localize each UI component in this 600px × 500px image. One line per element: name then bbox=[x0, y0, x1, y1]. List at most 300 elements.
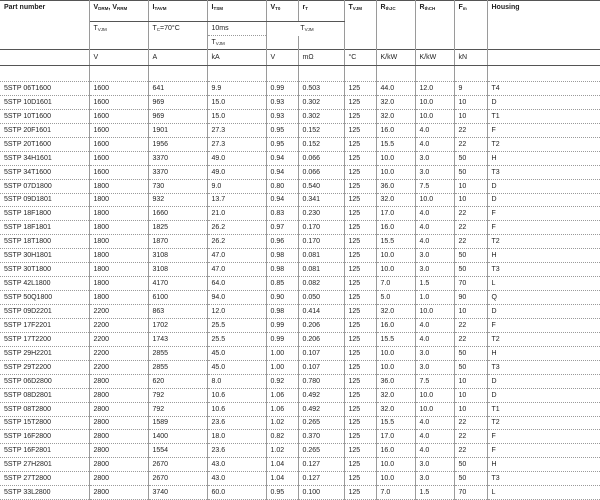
cell-rt: 0.100 bbox=[298, 486, 344, 500]
cell-vdrm-vrrm: 2800 bbox=[89, 374, 148, 388]
cell-fm: 9 bbox=[454, 82, 487, 96]
cell-rthjc: 10.0 bbox=[376, 458, 415, 472]
table-row bbox=[0, 402, 600, 416]
unit-rthch: K/kW bbox=[415, 50, 454, 66]
table-row bbox=[0, 221, 600, 235]
cell-rt: 0.050 bbox=[298, 291, 344, 305]
cell-rthjc: 16.0 bbox=[376, 123, 415, 137]
cell-rt: 0.265 bbox=[298, 416, 344, 430]
cell-housing: F bbox=[487, 430, 600, 444]
cell-rthjc: 32.0 bbox=[376, 305, 415, 319]
table-row bbox=[0, 444, 600, 458]
cell-fm: 22 bbox=[454, 123, 487, 137]
cell-tvjm: 125 bbox=[344, 207, 376, 221]
cell-vt0: 0.85 bbox=[266, 277, 298, 291]
cell-itavm: 792 bbox=[148, 402, 207, 416]
cell-vdrm-vrrm: 1800 bbox=[89, 263, 148, 277]
cell-vdrm-vrrm: 2800 bbox=[89, 458, 148, 472]
cell-fm: 22 bbox=[454, 318, 487, 332]
cell-rt: 0.206 bbox=[298, 332, 344, 346]
cell-itsm: 25.5 bbox=[207, 332, 266, 346]
cell-itsm: 94.0 bbox=[207, 291, 266, 305]
cell-tvjm: 125 bbox=[344, 235, 376, 249]
cell-vt0: 0.95 bbox=[266, 137, 298, 151]
cell-tvjm: 125 bbox=[344, 402, 376, 416]
cell-itsm: 64.0 bbox=[207, 277, 266, 291]
cell-tvjm: 125 bbox=[344, 193, 376, 207]
cell-rthjc: 7.0 bbox=[376, 486, 415, 500]
cell-fm: 50 bbox=[454, 472, 487, 486]
cell-vt0: 0.98 bbox=[266, 249, 298, 263]
cell-itavm: 3108 bbox=[148, 263, 207, 277]
header-rthjc: $R_{thJC}$ bbox=[376, 1, 415, 22]
cell-vdrm-vrrm: 2200 bbox=[89, 332, 148, 346]
cell-rt: 0.492 bbox=[298, 388, 344, 402]
cell-housing: F bbox=[487, 221, 600, 235]
table-row bbox=[0, 123, 600, 137]
cell-rt: 0.107 bbox=[298, 360, 344, 374]
cell-rthch: 7.5 bbox=[415, 179, 454, 193]
cell-tvjm: 125 bbox=[344, 416, 376, 430]
cell-rthjc: 15.5 bbox=[376, 235, 415, 249]
cell-vt0: 0.90 bbox=[266, 291, 298, 305]
cell-rt: 0.206 bbox=[298, 318, 344, 332]
cell-rthch: 3.0 bbox=[415, 249, 454, 263]
cell-rthch: 4.0 bbox=[415, 332, 454, 346]
cell-rthjc: 32.0 bbox=[376, 193, 415, 207]
cell-vt0: 0.94 bbox=[266, 165, 298, 179]
cell-rthjc: 44.0 bbox=[376, 82, 415, 96]
cell-vt0: 0.97 bbox=[266, 221, 298, 235]
cell-itsm: 47.0 bbox=[207, 263, 266, 277]
cell-part-number: 5STP 18T1800 bbox=[0, 235, 89, 249]
cell-vdrm-vrrm: 1600 bbox=[89, 165, 148, 179]
cell-itsm: 45.0 bbox=[207, 360, 266, 374]
cell-rt: 0.540 bbox=[298, 179, 344, 193]
cell-vdrm-vrrm: 1800 bbox=[89, 235, 148, 249]
header-row bbox=[0, 1, 600, 22]
cell-fm: 50 bbox=[454, 165, 487, 179]
table-row bbox=[0, 95, 600, 109]
cell-vt0: 1.06 bbox=[266, 388, 298, 402]
cell-vdrm-vrrm: 2200 bbox=[89, 305, 148, 319]
cell-itavm: 6100 bbox=[148, 291, 207, 305]
cell-housing: T1 bbox=[487, 402, 600, 416]
cell-vdrm-vrrm: 1800 bbox=[89, 179, 148, 193]
cell-vdrm-vrrm: 2800 bbox=[89, 430, 148, 444]
cell-rthjc: 16.0 bbox=[376, 221, 415, 235]
unit-fm: kN bbox=[454, 50, 487, 66]
cell-rthjc: 10.0 bbox=[376, 472, 415, 486]
cell-vt0: 0.99 bbox=[266, 332, 298, 346]
cell-fm: 22 bbox=[454, 137, 487, 151]
cell-itavm: 1554 bbox=[148, 444, 207, 458]
cell-rt: 0.081 bbox=[298, 249, 344, 263]
cell-housing: T2 bbox=[487, 416, 600, 430]
cell-part-number: 5STP 08T2800 bbox=[0, 402, 89, 416]
cell-rt: 0.230 bbox=[298, 207, 344, 221]
cell-vdrm-vrrm: 1800 bbox=[89, 221, 148, 235]
cell-rthch: 4.0 bbox=[415, 235, 454, 249]
cell-rthjc: 10.0 bbox=[376, 263, 415, 277]
cell-fm: 70 bbox=[454, 486, 487, 500]
cell-tvjm: 125 bbox=[344, 374, 376, 388]
cell-rt: 0.127 bbox=[298, 472, 344, 486]
cell-housing: H bbox=[487, 249, 600, 263]
cell-itsm: 13.7 bbox=[207, 193, 266, 207]
cell-tvjm: 125 bbox=[344, 486, 376, 500]
cell-itsm: 8.0 bbox=[207, 374, 266, 388]
cell-itavm: 730 bbox=[148, 179, 207, 193]
cell-vdrm-vrrm: 1600 bbox=[89, 151, 148, 165]
cell-vt0: 1.00 bbox=[266, 360, 298, 374]
cell-itsm: 43.0 bbox=[207, 458, 266, 472]
table-row bbox=[0, 486, 600, 500]
cell-itavm: 969 bbox=[148, 109, 207, 123]
cell-rthch: 10.0 bbox=[415, 109, 454, 123]
cell-itavm: 2855 bbox=[148, 360, 207, 374]
cell-vt0: 1.04 bbox=[266, 458, 298, 472]
cell-rthjc: 10.0 bbox=[376, 360, 415, 374]
cell-itavm: 792 bbox=[148, 388, 207, 402]
cell-itsm: 10.6 bbox=[207, 388, 266, 402]
cell-tvjm: 125 bbox=[344, 95, 376, 109]
cell-rt: 0.492 bbox=[298, 402, 344, 416]
cell-itsm: 26.2 bbox=[207, 221, 266, 235]
cell-rthch: 10.0 bbox=[415, 388, 454, 402]
cell-housing: D bbox=[487, 179, 600, 193]
cell-housing: F bbox=[487, 318, 600, 332]
cell-housing: T1 bbox=[487, 109, 600, 123]
cell-rthch: 10.0 bbox=[415, 95, 454, 109]
cell-housing: T2 bbox=[487, 137, 600, 151]
cell-vt0: 0.82 bbox=[266, 430, 298, 444]
cell-housing: T4 bbox=[487, 82, 600, 96]
cell-vdrm-vrrm: 1800 bbox=[89, 207, 148, 221]
header-tvjm: $T_{VJM}$ bbox=[344, 1, 376, 22]
cell-vt0: 0.94 bbox=[266, 151, 298, 165]
cell-itsm: 45.0 bbox=[207, 346, 266, 360]
table-row bbox=[0, 305, 600, 319]
cell-itsm: 25.5 bbox=[207, 318, 266, 332]
cell-housing: D bbox=[487, 193, 600, 207]
cell-rt: 0.152 bbox=[298, 137, 344, 151]
cell-vt0: 1.06 bbox=[266, 402, 298, 416]
cell-rt: 0.170 bbox=[298, 221, 344, 235]
cell-itavm: 641 bbox=[148, 82, 207, 96]
cell-vt0: 0.96 bbox=[266, 235, 298, 249]
cell-tvjm: 125 bbox=[344, 388, 376, 402]
cell-rthch: 10.0 bbox=[415, 193, 454, 207]
cell-itavm: 2855 bbox=[148, 346, 207, 360]
cell-rthjc: 36.0 bbox=[376, 179, 415, 193]
table-row bbox=[0, 109, 600, 123]
table-body bbox=[0, 82, 600, 500]
cell-fm: 50 bbox=[454, 458, 487, 472]
cell-fm: 22 bbox=[454, 235, 487, 249]
cell-itsm: 18.0 bbox=[207, 430, 266, 444]
cell-rt: 0.170 bbox=[298, 235, 344, 249]
cell-itavm: 3108 bbox=[148, 249, 207, 263]
cell-housing: T3 bbox=[487, 472, 600, 486]
cell-vt0: 0.99 bbox=[266, 82, 298, 96]
cell-rthjc: 32.0 bbox=[376, 388, 415, 402]
cell-part-number: 5STP 29H2201 bbox=[0, 346, 89, 360]
cell-housing: L bbox=[487, 486, 600, 500]
cell-tvjm: 125 bbox=[344, 277, 376, 291]
cell-rthjc: 10.0 bbox=[376, 151, 415, 165]
cell-itsm: 26.2 bbox=[207, 235, 266, 249]
cell-part-number: 5STP 09D1801 bbox=[0, 193, 89, 207]
cell-rt: 0.081 bbox=[298, 263, 344, 277]
cell-rthjc: 10.0 bbox=[376, 249, 415, 263]
cell-rthjc: 16.0 bbox=[376, 318, 415, 332]
cell-fm: 22 bbox=[454, 207, 487, 221]
cell-rthjc: 17.0 bbox=[376, 207, 415, 221]
cell-tvjm: 125 bbox=[344, 360, 376, 374]
cell-itavm: 1400 bbox=[148, 430, 207, 444]
cell-vt0: 1.02 bbox=[266, 444, 298, 458]
cell-fm: 10 bbox=[454, 305, 487, 319]
table-row bbox=[0, 82, 600, 96]
cell-itavm: 4170 bbox=[148, 277, 207, 291]
table-row bbox=[0, 137, 600, 151]
cell-fm: 22 bbox=[454, 221, 487, 235]
header-itavm: $I_{TAVM}$ bbox=[148, 1, 207, 22]
cell-fm: 22 bbox=[454, 332, 487, 346]
cell-tvjm: 125 bbox=[344, 346, 376, 360]
table-row bbox=[0, 235, 600, 249]
table-row bbox=[0, 291, 600, 305]
cell-fm: 50 bbox=[454, 360, 487, 374]
cell-housing: H bbox=[487, 346, 600, 360]
cell-rthjc: 15.5 bbox=[376, 416, 415, 430]
cell-itavm: 3740 bbox=[148, 486, 207, 500]
cell-part-number: 5STP 34T1600 bbox=[0, 165, 89, 179]
cell-vdrm-vrrm: 2800 bbox=[89, 472, 148, 486]
unit-itavm: A bbox=[148, 50, 207, 66]
cell-itsm: 9.0 bbox=[207, 179, 266, 193]
cell-rt: 0.127 bbox=[298, 458, 344, 472]
cell-part-number: 5STP 07D1800 bbox=[0, 179, 89, 193]
cell-vt0: 0.83 bbox=[266, 207, 298, 221]
cell-vdrm-vrrm: 1800 bbox=[89, 291, 148, 305]
cell-itsm: 15.0 bbox=[207, 95, 266, 109]
cell-fm: 10 bbox=[454, 374, 487, 388]
cell-rt: 0.066 bbox=[298, 165, 344, 179]
cell-housing: D bbox=[487, 95, 600, 109]
cell-housing: F bbox=[487, 207, 600, 221]
cell-vdrm-vrrm: 1600 bbox=[89, 137, 148, 151]
table-row bbox=[0, 430, 600, 444]
cell-itavm: 969 bbox=[148, 95, 207, 109]
cond-vdrm-tvjm: $T_{VJM}$ bbox=[89, 22, 148, 36]
cell-rt: 0.503 bbox=[298, 82, 344, 96]
cell-rthjc: 15.5 bbox=[376, 332, 415, 346]
table-row bbox=[0, 360, 600, 374]
cell-vdrm-vrrm: 2800 bbox=[89, 416, 148, 430]
cell-housing: H bbox=[487, 458, 600, 472]
cell-part-number: 5STP 10D1601 bbox=[0, 95, 89, 109]
unit-tvjm: °C bbox=[344, 50, 376, 66]
cell-housing: T3 bbox=[487, 263, 600, 277]
cell-part-number: 5STP 30T1800 bbox=[0, 263, 89, 277]
cell-part-number: 5STP 18F1800 bbox=[0, 207, 89, 221]
cell-rthjc: 32.0 bbox=[376, 95, 415, 109]
cell-rt: 0.265 bbox=[298, 444, 344, 458]
cell-vt0: 1.02 bbox=[266, 416, 298, 430]
cell-tvjm: 125 bbox=[344, 249, 376, 263]
cell-fm: 10 bbox=[454, 95, 487, 109]
cell-fm: 90 bbox=[454, 291, 487, 305]
cell-itavm: 1956 bbox=[148, 137, 207, 151]
cell-vt0: 0.95 bbox=[266, 123, 298, 137]
header-rt: $r_T$ bbox=[298, 1, 344, 22]
cell-vt0: 0.95 bbox=[266, 486, 298, 500]
cell-itavm: 1743 bbox=[148, 332, 207, 346]
cell-tvjm: 125 bbox=[344, 458, 376, 472]
cell-rthch: 4.0 bbox=[415, 137, 454, 151]
header-housing: Housing bbox=[487, 1, 600, 22]
cell-rt: 0.302 bbox=[298, 95, 344, 109]
cell-rt: 0.082 bbox=[298, 277, 344, 291]
cell-itsm: 27.3 bbox=[207, 123, 266, 137]
cell-vdrm-vrrm: 2800 bbox=[89, 402, 148, 416]
cell-rthjc: 32.0 bbox=[376, 402, 415, 416]
cell-housing: F bbox=[487, 444, 600, 458]
cell-vt0: 0.93 bbox=[266, 95, 298, 109]
cell-itsm: 12.0 bbox=[207, 305, 266, 319]
table-row bbox=[0, 346, 600, 360]
cell-vt0: 0.99 bbox=[266, 318, 298, 332]
cell-housing: D bbox=[487, 388, 600, 402]
table-row bbox=[0, 277, 600, 291]
cell-tvjm: 125 bbox=[344, 165, 376, 179]
cell-vdrm-vrrm: 2800 bbox=[89, 444, 148, 458]
cell-fm: 10 bbox=[454, 193, 487, 207]
cell-rt: 0.341 bbox=[298, 193, 344, 207]
cell-fm: 10 bbox=[454, 179, 487, 193]
cell-itsm: 49.0 bbox=[207, 165, 266, 179]
cell-fm: 22 bbox=[454, 430, 487, 444]
cell-part-number: 5STP 20F1601 bbox=[0, 123, 89, 137]
table-row bbox=[0, 458, 600, 472]
unit-rt: mΩ bbox=[298, 50, 344, 66]
cell-tvjm: 125 bbox=[344, 109, 376, 123]
cell-tvjm: 125 bbox=[344, 123, 376, 137]
cell-rthch: 3.0 bbox=[415, 472, 454, 486]
cell-fm: 50 bbox=[454, 346, 487, 360]
cell-housing: T3 bbox=[487, 360, 600, 374]
cell-tvjm: 125 bbox=[344, 291, 376, 305]
table-row bbox=[0, 207, 600, 221]
cell-rthch: 7.5 bbox=[415, 374, 454, 388]
cell-vdrm-vrrm: 2800 bbox=[89, 486, 148, 500]
cell-tvjm: 125 bbox=[344, 305, 376, 319]
header-itsm: $I_{TSM}$ bbox=[207, 1, 266, 22]
cell-rthch: 4.0 bbox=[415, 430, 454, 444]
cell-part-number: 5STP 50Q1800 bbox=[0, 291, 89, 305]
cell-rthch: 3.0 bbox=[415, 165, 454, 179]
cell-rthjc: 17.0 bbox=[376, 430, 415, 444]
header-rthch: $R_{thCH}$ bbox=[415, 1, 454, 22]
cell-tvjm: 125 bbox=[344, 472, 376, 486]
cell-rt: 0.370 bbox=[298, 430, 344, 444]
cond-itsm-10ms: 10ms bbox=[207, 22, 266, 36]
cell-vt0: 0.93 bbox=[266, 109, 298, 123]
cell-itavm: 1660 bbox=[148, 207, 207, 221]
table-row bbox=[0, 165, 600, 179]
cell-itavm: 3370 bbox=[148, 151, 207, 165]
cell-part-number: 5STP 30H1801 bbox=[0, 249, 89, 263]
cell-part-number: 5STP 10T1600 bbox=[0, 109, 89, 123]
spacer-row bbox=[0, 66, 600, 82]
cell-rthjc: 15.5 bbox=[376, 137, 415, 151]
table-row bbox=[0, 416, 600, 430]
header-vt0: $V_{T0}$ bbox=[266, 1, 298, 22]
cell-itsm: 49.0 bbox=[207, 151, 266, 165]
cell-itavm: 1901 bbox=[148, 123, 207, 137]
cell-rt: 0.107 bbox=[298, 346, 344, 360]
header-vdrm-vrrm: $V_{DRM}$, $V_{RRM}$ bbox=[89, 1, 148, 22]
unit-vdrm: V bbox=[89, 50, 148, 66]
cell-rthch: 3.0 bbox=[415, 458, 454, 472]
cell-itavm: 1589 bbox=[148, 416, 207, 430]
cell-rthch: 3.0 bbox=[415, 360, 454, 374]
header-fm: $F_m$ bbox=[454, 1, 487, 22]
cell-part-number: 5STP 09D2201 bbox=[0, 305, 89, 319]
cell-tvjm: 125 bbox=[344, 137, 376, 151]
cell-itsm: 47.0 bbox=[207, 249, 266, 263]
cell-rthjc: 7.0 bbox=[376, 277, 415, 291]
cond-vt0-rt-tvjm: $T_{VJM}$ bbox=[266, 22, 344, 36]
cell-fm: 50 bbox=[454, 151, 487, 165]
cell-vdrm-vrrm: 2200 bbox=[89, 318, 148, 332]
cell-part-number: 5STP 34H1601 bbox=[0, 151, 89, 165]
table-row bbox=[0, 388, 600, 402]
cell-part-number: 5STP 06D2800 bbox=[0, 374, 89, 388]
cond-itsm-tvjm: $T_{VJM}$ bbox=[207, 36, 266, 50]
cell-vt0: 0.92 bbox=[266, 374, 298, 388]
header-part-number: Part number bbox=[0, 1, 89, 22]
cell-vdrm-vrrm: 1600 bbox=[89, 123, 148, 137]
cell-fm: 50 bbox=[454, 249, 487, 263]
cell-rt: 0.066 bbox=[298, 151, 344, 165]
cell-rthjc: 16.0 bbox=[376, 444, 415, 458]
table-row bbox=[0, 249, 600, 263]
cell-part-number: 5STP 08D2801 bbox=[0, 388, 89, 402]
cell-rthch: 4.0 bbox=[415, 221, 454, 235]
cell-tvjm: 125 bbox=[344, 82, 376, 96]
cell-part-number: 5STP 29T2200 bbox=[0, 360, 89, 374]
cell-itsm: 23.6 bbox=[207, 416, 266, 430]
unit-rthjc: K/kW bbox=[376, 50, 415, 66]
table-row bbox=[0, 472, 600, 486]
cell-vdrm-vrrm: 1600 bbox=[89, 95, 148, 109]
cell-part-number: 5STP 17F2201 bbox=[0, 318, 89, 332]
cell-itavm: 1702 bbox=[148, 318, 207, 332]
cell-housing: D bbox=[487, 305, 600, 319]
cell-rthch: 4.0 bbox=[415, 444, 454, 458]
cell-housing: L bbox=[487, 277, 600, 291]
table-row bbox=[0, 193, 600, 207]
cell-vdrm-vrrm: 1600 bbox=[89, 82, 148, 96]
cell-rthch: 3.0 bbox=[415, 151, 454, 165]
cell-itsm: 23.6 bbox=[207, 444, 266, 458]
cell-rt: 0.302 bbox=[298, 109, 344, 123]
cell-vt0: 0.98 bbox=[266, 305, 298, 319]
cell-vdrm-vrrm: 1600 bbox=[89, 109, 148, 123]
